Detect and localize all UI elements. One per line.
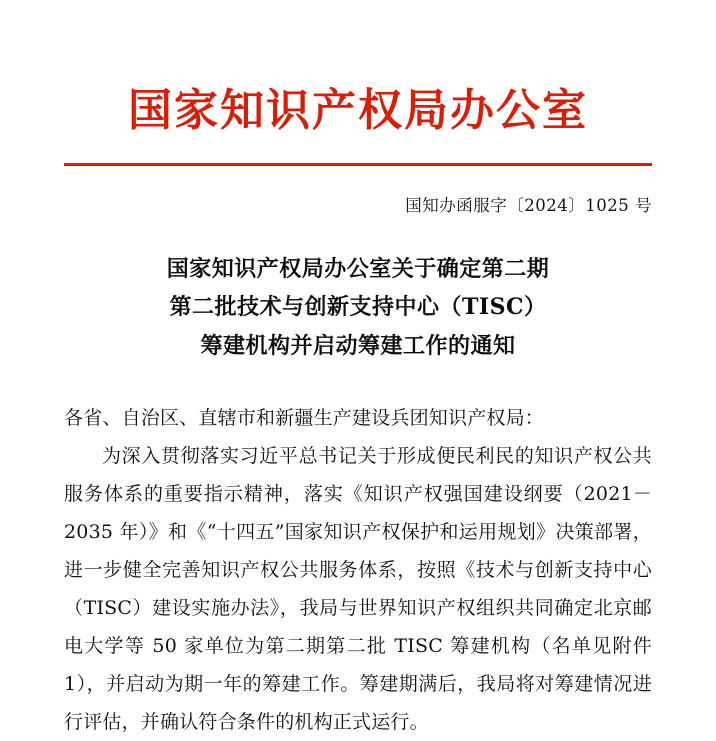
document-title-line-3: 筹建机构并启动筹建工作的通知 (200, 332, 516, 359)
document-title (64, 250, 652, 366)
document-body (64, 399, 652, 741)
letterhead-divider (64, 163, 652, 166)
letterhead (64, 0, 652, 166)
document-title-line-2: 第二批技术与创新支持中心（TISC） (169, 294, 547, 321)
salutation: 各省、自治区、直辖市和新疆生产建设兵团知识产权局： (64, 407, 545, 430)
body-paragraph-1: 为深入贯彻落实习近平总书记关于形成便民利民的知识产权公共服务体系的重要指示精神，落实《知识产权强国建设纲要（2021－2035 年）》和《“十四五”国家知识产权保护和运用规划》决策部署，进一步健全完善知识产权公共服务体系，按照《技术与创新支持中心（TISC）建设实施办法》，我局与世界知识产权组织共同确定北京邮电大学等 50 家单位为第二期第二批 TISC 筹建机构（名单见附件 1），并启动为期一年的筹建工作。筹建期满后，我局将对筹建情况进行评估，并确认符合条件的机构正式运行。 (64, 445, 652, 734)
document-title-line-1: 国家知识产权局办公室关于确定第二期 (166, 255, 550, 282)
issuing-authority-title: 国家知识产权局办公室 (128, 85, 588, 136)
document-number: 国知办函服字〔2024〕1025 号 (405, 195, 652, 215)
